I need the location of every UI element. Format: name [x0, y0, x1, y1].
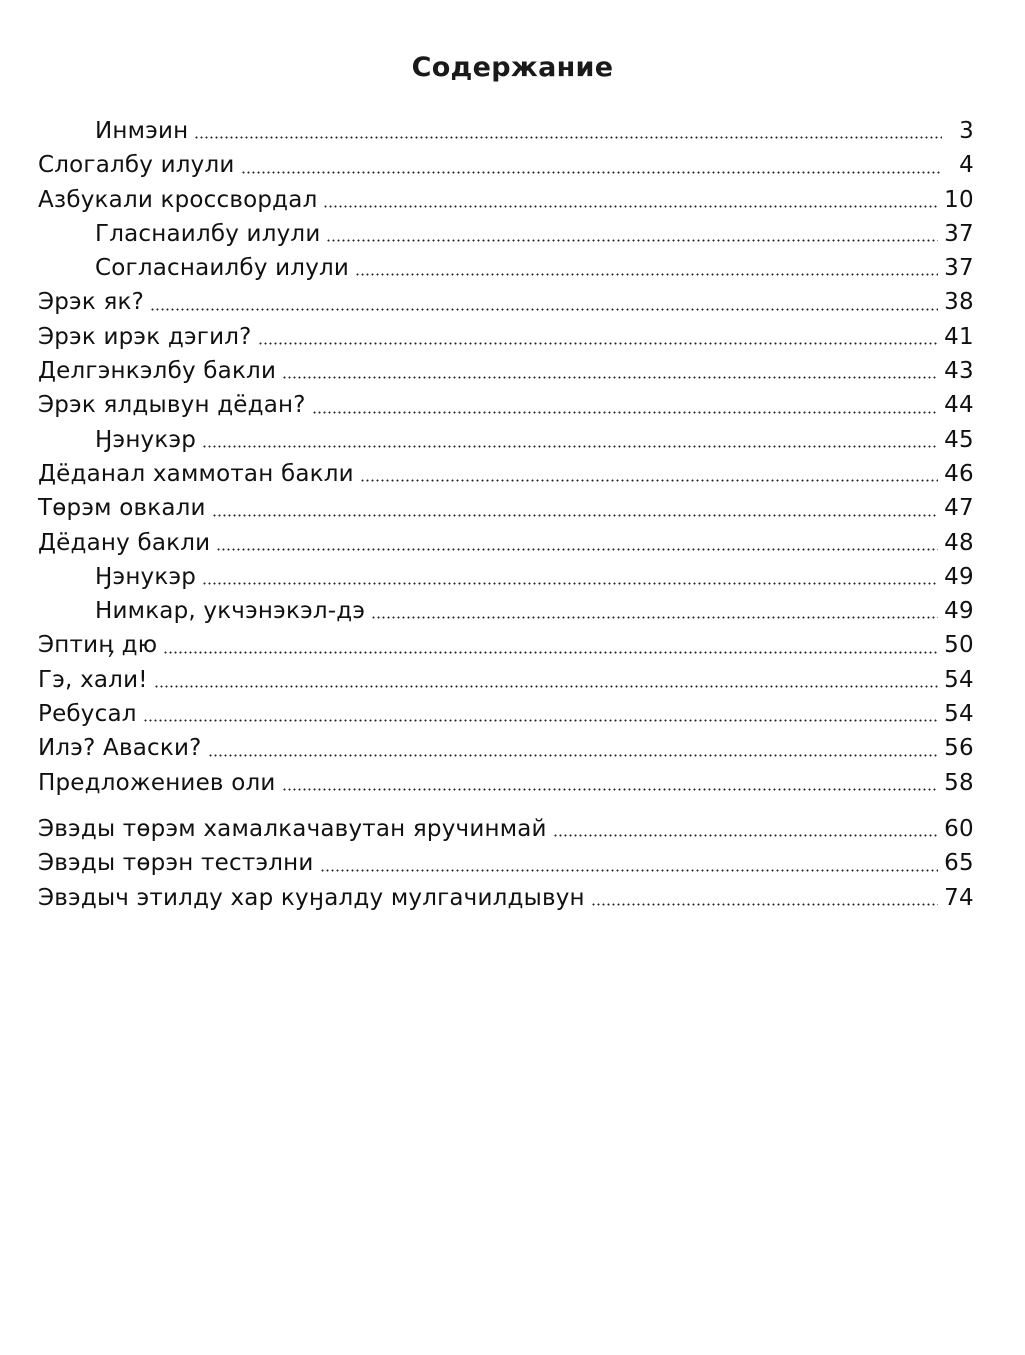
- toc-entry-label: Инмэин: [95, 118, 189, 144]
- toc-entry-page: 44: [944, 392, 974, 419]
- dot-leader: [212, 514, 938, 517]
- toc-entry-page: 43: [944, 358, 974, 385]
- toc-entry-label: Эвэды төрэн тестэлни: [38, 850, 314, 877]
- toc-entry-page: 49: [944, 563, 974, 590]
- dot-leader: [216, 548, 938, 551]
- dot-leader: [282, 376, 938, 379]
- toc-entry-label: Гэ, хали!: [38, 666, 148, 693]
- toc-entry[interactable]: [38, 251, 974, 285]
- toc-entry[interactable]: [38, 846, 974, 880]
- toc-entry-label: Делгэнкэлбу бакли: [38, 358, 277, 385]
- toc-entry-page: 54: [944, 666, 974, 693]
- dot-leader: [320, 869, 939, 872]
- toc-entry-label: Ӈэнукэр: [95, 426, 197, 453]
- toc-entry-label: Предложениев оли: [38, 769, 276, 796]
- toc-entry-label: Ӈэнукэр: [95, 563, 197, 590]
- toc-entry-page: 49: [944, 598, 974, 625]
- toc-entry[interactable]: [38, 457, 974, 491]
- toc-entry-label: Согласнаилбу илули: [95, 255, 350, 282]
- toc-entry[interactable]: [38, 114, 974, 148]
- toc-entry-label: Гласнаилбу илули: [95, 220, 321, 247]
- dot-leader: [360, 479, 938, 482]
- toc-entry-page: 37: [944, 255, 974, 282]
- dot-leader: [202, 582, 938, 585]
- toc-entry-label: Слогалбу илули: [38, 152, 235, 179]
- toc-entry[interactable]: [38, 766, 974, 800]
- toc-entry-page: 58: [944, 769, 974, 796]
- toc-entry[interactable]: [38, 560, 974, 594]
- toc-entry-page: 41: [944, 323, 974, 350]
- toc-entry-page: 45: [944, 426, 974, 453]
- toc-entry-page: 37: [944, 220, 974, 247]
- toc-entry[interactable]: [38, 285, 974, 319]
- toc-entry-page: 10: [944, 186, 974, 213]
- dot-leader: [143, 719, 938, 722]
- dot-leader: [591, 903, 938, 906]
- page-title: Содержание: [411, 52, 614, 83]
- toc-entry-page: 54: [944, 701, 974, 728]
- toc-entry[interactable]: [38, 320, 974, 354]
- toc-entry-page: 48: [944, 529, 974, 556]
- toc-entry[interactable]: [38, 148, 974, 182]
- toc-entry[interactable]: [38, 217, 974, 251]
- dot-leader: [202, 445, 938, 448]
- toc-entry-label: Нимкар, укчэнэкэл-дэ: [95, 598, 366, 625]
- toc-entry[interactable]: [38, 183, 974, 217]
- toc-entry-page: 38: [944, 289, 974, 316]
- dot-leader: [241, 171, 942, 174]
- toc-entry[interactable]: [38, 812, 974, 846]
- toc-entry-label: Дёдану бакли: [38, 529, 211, 556]
- toc-entry-label: Ребусал: [38, 701, 137, 728]
- toc-entry-page: 47: [944, 495, 974, 522]
- dot-leader: [208, 754, 939, 757]
- toc-entry[interactable]: [38, 526, 974, 560]
- toc-entry-label: Эвэдыч этилду хар куӈалду мулгачилдывун: [38, 884, 585, 911]
- dot-leader: [371, 616, 938, 619]
- toc-entry-label: Азбукали кроссвордал: [38, 186, 318, 213]
- toc-entry[interactable]: [38, 594, 974, 628]
- toc-entry-page: 60: [944, 815, 974, 842]
- dot-leader: [326, 239, 938, 242]
- toc-entry-label: Илэ? Аваски?: [38, 735, 202, 762]
- toc-entry-label: Эптиӊ дю: [38, 632, 158, 659]
- dot-leader: [553, 834, 938, 837]
- toc-entry[interactable]: [38, 354, 974, 388]
- toc-entry-label: Төрэм овкали: [38, 495, 206, 522]
- dot-leader: [194, 136, 942, 139]
- toc-entry[interactable]: [38, 423, 974, 457]
- toc-entry[interactable]: [38, 881, 974, 915]
- toc-entry-label: Эвэды төрэм хамалкачавутан яручинмай: [38, 815, 547, 842]
- dot-leader: [258, 342, 939, 345]
- toc-entry-label: Дёданал хаммотан бакли: [38, 460, 354, 487]
- dot-leader: [154, 685, 938, 688]
- dot-leader: [150, 308, 938, 311]
- toc-entry-page: 56: [944, 735, 974, 762]
- toc-entry[interactable]: [38, 663, 974, 697]
- toc-entry-page: 46: [944, 460, 974, 487]
- toc-entry-page: 74: [944, 884, 974, 911]
- dot-leader: [312, 411, 938, 414]
- toc-entry-label: Эрэк ялдывун дёдан?: [38, 392, 306, 419]
- toc-entry-page: 3: [959, 118, 974, 144]
- toc-entry[interactable]: [38, 388, 974, 422]
- toc-entry-page: 50: [944, 632, 974, 659]
- dot-leader: [282, 788, 939, 791]
- table-of-contents: [38, 114, 974, 915]
- toc-entry[interactable]: [38, 491, 974, 525]
- toc-entry-label: Эрэк як?: [38, 289, 145, 316]
- dot-leader: [323, 205, 938, 208]
- toc-entry-page: 65: [944, 850, 974, 877]
- dot-leader: [355, 273, 938, 276]
- dot-leader: [163, 651, 938, 654]
- toc-entry[interactable]: [38, 697, 974, 731]
- toc-entry-label: Эрэк ирэк дэгил?: [38, 323, 252, 350]
- toc-entry[interactable]: [38, 731, 974, 765]
- toc-entry-page: 4: [959, 152, 974, 179]
- toc-entry[interactable]: [38, 628, 974, 662]
